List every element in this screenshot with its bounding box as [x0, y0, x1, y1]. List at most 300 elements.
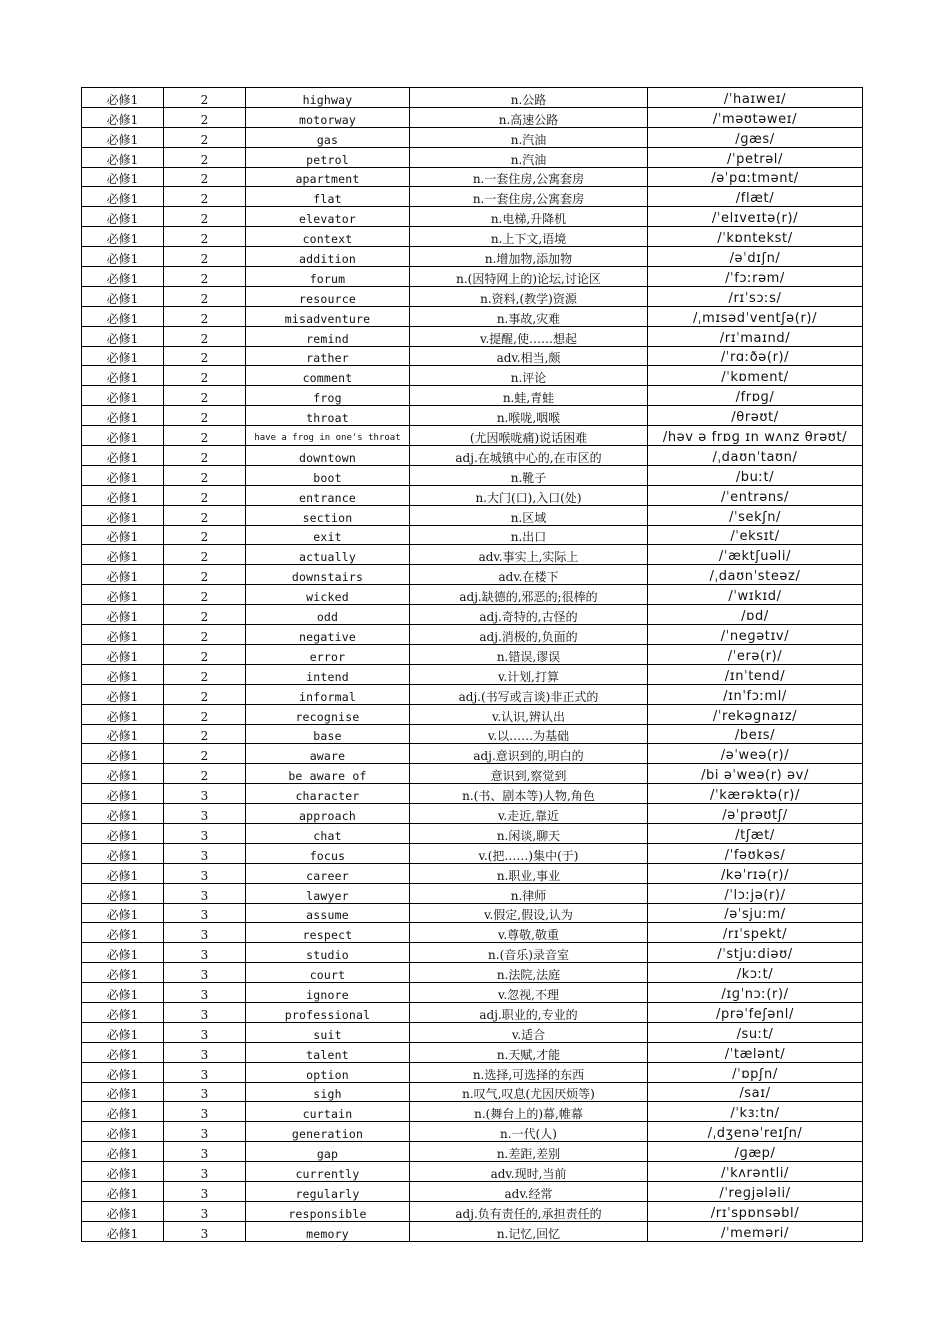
meaning-cell: v.计划,打算 — [410, 664, 648, 684]
word-cell: memory — [246, 1221, 410, 1241]
meaning-cell: n.资料,(教学)资源 — [410, 286, 648, 306]
meaning-cell: v.忽视,不理 — [410, 983, 648, 1003]
word-cell: resource — [246, 286, 410, 306]
table-row — [82, 127, 863, 147]
book-cell: 必修1 — [82, 1162, 164, 1182]
meaning-cell: n.(舞台上的)幕,帷幕 — [410, 1102, 648, 1122]
word-cell: petrol — [246, 147, 410, 167]
phonetic-cell: /ˈæktʃuəli/ — [648, 545, 863, 565]
meaning-cell: v.适合 — [410, 1022, 648, 1042]
unit-cell: 2 — [164, 465, 246, 485]
phonetic-cell: /ˈfɔːrəm/ — [648, 267, 863, 287]
table-row — [82, 1062, 863, 1082]
phonetic-cell: /həv ə frɒɡ ɪn wʌnz θrəʊt/ — [648, 426, 863, 446]
phonetic-cell: /bi əˈweə(r) əv/ — [648, 764, 863, 784]
book-cell: 必修1 — [82, 286, 164, 306]
book-cell: 必修1 — [82, 107, 164, 127]
table-row — [82, 1022, 863, 1042]
book-cell: 必修1 — [82, 943, 164, 963]
table-row — [82, 485, 863, 505]
phonetic-cell: /rɪˈspɒnsəbl/ — [648, 1201, 863, 1221]
unit-cell: 2 — [164, 744, 246, 764]
meaning-cell: v.尊敬,敬重 — [410, 923, 648, 943]
table-row — [82, 963, 863, 983]
unit-cell: 2 — [164, 227, 246, 247]
book-cell: 必修1 — [82, 963, 164, 983]
book-cell: 必修1 — [82, 684, 164, 704]
book-cell: 必修1 — [82, 664, 164, 684]
phonetic-cell: /ˌdaʊnˈtaʊn/ — [648, 446, 863, 466]
unit-cell: 2 — [164, 167, 246, 187]
word-cell: intend — [246, 664, 410, 684]
phonetic-cell: /ɡæs/ — [648, 127, 863, 147]
book-cell: 必修1 — [82, 446, 164, 466]
table-row — [82, 744, 863, 764]
phonetic-cell: /rɪˈspekt/ — [648, 923, 863, 943]
unit-cell: 2 — [164, 485, 246, 505]
meaning-cell: n.法院,法庭 — [410, 963, 648, 983]
phonetic-cell: /ˈrɑːðə(r)/ — [648, 346, 863, 366]
phonetic-cell: /kəˈrɪə(r)/ — [648, 863, 863, 883]
meaning-cell: adv.现时,当前 — [410, 1162, 648, 1182]
table-row — [82, 943, 863, 963]
word-cell: negative — [246, 625, 410, 645]
phonetic-cell: /ˈeksɪt/ — [648, 525, 863, 545]
phonetic-cell: /suːt/ — [648, 1022, 863, 1042]
book-cell: 必修1 — [82, 1122, 164, 1142]
word-cell: addition — [246, 247, 410, 267]
unit-cell: 3 — [164, 943, 246, 963]
unit-cell: 2 — [164, 545, 246, 565]
word-cell: error — [246, 644, 410, 664]
book-cell: 必修1 — [82, 883, 164, 903]
meaning-cell: n.差距,差别 — [410, 1142, 648, 1162]
meaning-cell: adv.经常 — [410, 1181, 648, 1201]
phonetic-cell: /frɒɡ/ — [648, 386, 863, 406]
phonetic-cell: /ˈkʌrəntli/ — [648, 1162, 863, 1182]
word-cell: lawyer — [246, 883, 410, 903]
phonetic-cell: /ˈstjuːdiəʊ/ — [648, 943, 863, 963]
book-cell: 必修1 — [82, 88, 164, 108]
unit-cell: 3 — [164, 883, 246, 903]
table-row — [82, 167, 863, 187]
unit-cell: 2 — [164, 267, 246, 287]
word-cell: sigh — [246, 1082, 410, 1102]
word-cell: character — [246, 784, 410, 804]
table-row — [82, 1162, 863, 1182]
meaning-cell: n.喉咙,咽喉 — [410, 406, 648, 426]
meaning-cell: (尤因喉咙痛)说话困难 — [410, 426, 648, 446]
word-cell: assume — [246, 903, 410, 923]
table-row — [82, 823, 863, 843]
unit-cell: 2 — [164, 644, 246, 664]
table-row — [82, 764, 863, 784]
word-cell: flat — [246, 187, 410, 207]
meaning-cell: n.(因特网上的)论坛,讨论区 — [410, 267, 648, 287]
word-cell: respect — [246, 923, 410, 943]
word-cell: ignore — [246, 983, 410, 1003]
table-row — [82, 644, 863, 664]
phonetic-cell: /əˈsjuːm/ — [648, 903, 863, 923]
phonetic-cell: /rɪˈsɔːs/ — [648, 286, 863, 306]
table-row — [82, 1142, 863, 1162]
meaning-cell: n.评论 — [410, 366, 648, 386]
meaning-cell: adv.在楼下 — [410, 565, 648, 585]
unit-cell: 2 — [164, 187, 246, 207]
phonetic-cell: /ɒd/ — [648, 605, 863, 625]
meaning-cell: n.上下文,语境 — [410, 227, 648, 247]
phonetic-cell: /ˌdʒenəˈreɪʃn/ — [648, 1122, 863, 1142]
meaning-cell: n.汽油 — [410, 147, 648, 167]
book-cell: 必修1 — [82, 1221, 164, 1241]
book-cell: 必修1 — [82, 267, 164, 287]
word-cell: highway — [246, 88, 410, 108]
unit-cell: 2 — [164, 147, 246, 167]
table-row — [82, 863, 863, 883]
unit-cell: 2 — [164, 505, 246, 525]
table-row — [82, 605, 863, 625]
unit-cell: 2 — [164, 664, 246, 684]
book-cell: 必修1 — [82, 227, 164, 247]
unit-cell: 2 — [164, 625, 246, 645]
phonetic-cell: /ˌdaʊnˈsteəz/ — [648, 565, 863, 585]
table-row — [82, 1122, 863, 1142]
phonetic-cell: /ˈɒpʃn/ — [648, 1062, 863, 1082]
meaning-cell: adj.(书写或言谈)非正式的 — [410, 684, 648, 704]
word-cell: recognise — [246, 704, 410, 724]
vocabulary-table — [81, 87, 863, 1242]
meaning-cell: adj.缺德的,邪恶的;很棒的 — [410, 585, 648, 605]
phonetic-cell: /beɪs/ — [648, 724, 863, 744]
meaning-cell: n.错误,谬误 — [410, 644, 648, 664]
table-row — [82, 625, 863, 645]
unit-cell: 3 — [164, 863, 246, 883]
word-cell: gas — [246, 127, 410, 147]
meaning-cell: v.认识,辨认出 — [410, 704, 648, 724]
unit-cell: 3 — [164, 823, 246, 843]
book-cell: 必修1 — [82, 406, 164, 426]
unit-cell: 2 — [164, 724, 246, 744]
word-cell: base — [246, 724, 410, 744]
book-cell: 必修1 — [82, 644, 164, 664]
book-cell: 必修1 — [82, 1022, 164, 1042]
book-cell: 必修1 — [82, 704, 164, 724]
table-row — [82, 883, 863, 903]
book-cell: 必修1 — [82, 863, 164, 883]
word-cell: focus — [246, 843, 410, 863]
phonetic-cell: /kɔːt/ — [648, 963, 863, 983]
table-row — [82, 804, 863, 824]
book-cell: 必修1 — [82, 823, 164, 843]
word-cell: forum — [246, 267, 410, 287]
table-row — [82, 505, 863, 525]
table-row — [82, 286, 863, 306]
word-cell: exit — [246, 525, 410, 545]
phonetic-cell: /əˈprəʊtʃ/ — [648, 804, 863, 824]
table-row — [82, 983, 863, 1003]
phonetic-cell: /ˈwɪkɪd/ — [648, 585, 863, 605]
book-cell: 必修1 — [82, 784, 164, 804]
meaning-cell: n.天赋,才能 — [410, 1042, 648, 1062]
phonetic-cell: /ˈrekəɡnaɪz/ — [648, 704, 863, 724]
book-cell: 必修1 — [82, 764, 164, 784]
word-cell: approach — [246, 804, 410, 824]
table-row — [82, 664, 863, 684]
phonetic-cell: /ˈneɡətɪv/ — [648, 625, 863, 645]
table-row — [82, 704, 863, 724]
word-cell: studio — [246, 943, 410, 963]
word-cell: regularly — [246, 1181, 410, 1201]
unit-cell: 2 — [164, 386, 246, 406]
word-cell: motorway — [246, 107, 410, 127]
phonetic-cell: /ˈmeməri/ — [648, 1221, 863, 1241]
meaning-cell: n.叹气,叹息(尤因厌烦等) — [410, 1082, 648, 1102]
unit-cell: 3 — [164, 1062, 246, 1082]
meaning-cell: n.事故,灾难 — [410, 306, 648, 326]
table-row — [82, 406, 863, 426]
book-cell: 必修1 — [82, 585, 164, 605]
word-cell: misadventure — [246, 306, 410, 326]
book-cell: 必修1 — [82, 306, 164, 326]
word-cell: elevator — [246, 207, 410, 227]
meaning-cell: n.出口 — [410, 525, 648, 545]
word-cell: aware — [246, 744, 410, 764]
word-cell: actually — [246, 545, 410, 565]
meaning-cell: v.(把……)集中(于) — [410, 843, 648, 863]
book-cell: 必修1 — [82, 1181, 164, 1201]
meaning-cell: n.区域 — [410, 505, 648, 525]
word-cell: frog — [246, 386, 410, 406]
phonetic-cell: /ˈkɒment/ — [648, 366, 863, 386]
book-cell: 必修1 — [82, 903, 164, 923]
table-row — [82, 923, 863, 943]
unit-cell: 2 — [164, 426, 246, 446]
unit-cell: 3 — [164, 1201, 246, 1221]
meaning-cell: n.律师 — [410, 883, 648, 903]
unit-cell: 2 — [164, 127, 246, 147]
table-row — [82, 1042, 863, 1062]
table-row — [82, 1082, 863, 1102]
table-row — [82, 306, 863, 326]
word-cell: rather — [246, 346, 410, 366]
book-cell: 必修1 — [82, 127, 164, 147]
word-cell: option — [246, 1062, 410, 1082]
meaning-cell: adj.负有责任的,承担责任的 — [410, 1201, 648, 1221]
unit-cell: 2 — [164, 88, 246, 108]
table-row — [82, 1102, 863, 1122]
meaning-cell: n.一套住房,公寓套房 — [410, 187, 648, 207]
book-cell: 必修1 — [82, 465, 164, 485]
book-cell: 必修1 — [82, 724, 164, 744]
word-cell: downtown — [246, 446, 410, 466]
unit-cell: 3 — [164, 1002, 246, 1022]
book-cell: 必修1 — [82, 605, 164, 625]
unit-cell: 2 — [164, 247, 246, 267]
word-cell: generation — [246, 1122, 410, 1142]
meaning-cell: 意识到,察觉到 — [410, 764, 648, 784]
word-cell: section — [246, 505, 410, 525]
meaning-cell: n.增加物,添加物 — [410, 247, 648, 267]
unit-cell: 3 — [164, 1162, 246, 1182]
table-row — [82, 903, 863, 923]
book-cell: 必修1 — [82, 1201, 164, 1221]
table-row — [82, 227, 863, 247]
meaning-cell: n.汽油 — [410, 127, 648, 147]
unit-cell: 2 — [164, 525, 246, 545]
meaning-cell: n.一代(人) — [410, 1122, 648, 1142]
unit-cell: 3 — [164, 983, 246, 1003]
phonetic-cell: /ˈtælənt/ — [648, 1042, 863, 1062]
table-row — [82, 326, 863, 346]
unit-cell: 2 — [164, 684, 246, 704]
word-cell: apartment — [246, 167, 410, 187]
unit-cell: 2 — [164, 107, 246, 127]
book-cell: 必修1 — [82, 505, 164, 525]
table-row — [82, 525, 863, 545]
unit-cell: 3 — [164, 903, 246, 923]
table-row — [82, 426, 863, 446]
book-cell: 必修1 — [82, 426, 164, 446]
word-cell: downstairs — [246, 565, 410, 585]
phonetic-cell: /əˈpɑːtmənt/ — [648, 167, 863, 187]
table-row — [82, 187, 863, 207]
unit-cell: 3 — [164, 1022, 246, 1042]
meaning-cell: adj.奇特的,古怪的 — [410, 605, 648, 625]
phonetic-cell: /ɪnˈfɔːml/ — [648, 684, 863, 704]
phonetic-cell: /saɪ/ — [648, 1082, 863, 1102]
table-row — [82, 107, 863, 127]
phonetic-cell: /prəˈfeʃənl/ — [648, 1002, 863, 1022]
word-cell: odd — [246, 605, 410, 625]
unit-cell: 2 — [164, 406, 246, 426]
unit-cell: 3 — [164, 843, 246, 863]
word-cell: gap — [246, 1142, 410, 1162]
unit-cell: 3 — [164, 1042, 246, 1062]
word-cell: have a frog in one's throat — [246, 426, 410, 446]
table-row — [82, 585, 863, 605]
word-cell: boot — [246, 465, 410, 485]
unit-cell: 3 — [164, 804, 246, 824]
table-row — [82, 684, 863, 704]
book-cell: 必修1 — [82, 1002, 164, 1022]
table-row — [82, 346, 863, 366]
word-cell: remind — [246, 326, 410, 346]
table-row — [82, 1221, 863, 1241]
meaning-cell: n.公路 — [410, 88, 648, 108]
word-cell: curtain — [246, 1102, 410, 1122]
table-row — [82, 784, 863, 804]
meaning-cell: adj.职业的,专业的 — [410, 1002, 648, 1022]
unit-cell: 2 — [164, 704, 246, 724]
meaning-cell: n.大门(口),入口(处) — [410, 485, 648, 505]
phonetic-cell: /ˈentrəns/ — [648, 485, 863, 505]
meaning-cell: n.记忆,回忆 — [410, 1221, 648, 1241]
word-cell: responsible — [246, 1201, 410, 1221]
meaning-cell: v.走近,靠近 — [410, 804, 648, 824]
phonetic-cell: /ˈfəʊkəs/ — [648, 843, 863, 863]
book-cell: 必修1 — [82, 804, 164, 824]
table-row — [82, 724, 863, 744]
phonetic-cell: /buːt/ — [648, 465, 863, 485]
word-cell: currently — [246, 1162, 410, 1182]
phonetic-cell: /ɪnˈtend/ — [648, 664, 863, 684]
word-cell: chat — [246, 823, 410, 843]
phonetic-cell: /ˈerə(r)/ — [648, 644, 863, 664]
unit-cell: 3 — [164, 784, 246, 804]
unit-cell: 2 — [164, 446, 246, 466]
table-row — [82, 247, 863, 267]
meaning-cell: v.假定,假设,认为 — [410, 903, 648, 923]
book-cell: 必修1 — [82, 187, 164, 207]
table-row — [82, 565, 863, 585]
table-row — [82, 1181, 863, 1201]
phonetic-cell: /flæt/ — [648, 187, 863, 207]
book-cell: 必修1 — [82, 1062, 164, 1082]
unit-cell: 3 — [164, 1221, 246, 1241]
book-cell: 必修1 — [82, 843, 164, 863]
unit-cell: 2 — [164, 306, 246, 326]
unit-cell: 2 — [164, 207, 246, 227]
meaning-cell: n.(书、剧本等)人物,角色 — [410, 784, 648, 804]
meaning-cell: n.职业,事业 — [410, 863, 648, 883]
unit-cell: 3 — [164, 1082, 246, 1102]
table-row — [82, 147, 863, 167]
word-cell: career — [246, 863, 410, 883]
book-cell: 必修1 — [82, 346, 164, 366]
book-cell: 必修1 — [82, 525, 164, 545]
unit-cell: 2 — [164, 565, 246, 585]
meaning-cell: adj.在城镇中心的,在市区的 — [410, 446, 648, 466]
book-cell: 必修1 — [82, 1102, 164, 1122]
phonetic-cell: /rɪˈmaɪnd/ — [648, 326, 863, 346]
phonetic-cell: /ɡæp/ — [648, 1142, 863, 1162]
phonetic-cell: /ˈlɔːjə(r)/ — [648, 883, 863, 903]
book-cell: 必修1 — [82, 326, 164, 346]
phonetic-cell: /ˈməʊtəweɪ/ — [648, 107, 863, 127]
phonetic-cell: /ɪɡˈnɔː(r)/ — [648, 983, 863, 1003]
meaning-cell: n.闲谈,聊天 — [410, 823, 648, 843]
book-cell: 必修1 — [82, 386, 164, 406]
table-row — [82, 465, 863, 485]
meaning-cell: n.(音乐)录音室 — [410, 943, 648, 963]
table-row — [82, 545, 863, 565]
word-cell: court — [246, 963, 410, 983]
table-row — [82, 386, 863, 406]
phonetic-cell: /ˈelɪveɪtə(r)/ — [648, 207, 863, 227]
meaning-cell: v.以……为基础 — [410, 724, 648, 744]
phonetic-cell: /əˈweə(r)/ — [648, 744, 863, 764]
table-row — [82, 207, 863, 227]
book-cell: 必修1 — [82, 485, 164, 505]
phonetic-cell: /ˌmɪsədˈventʃə(r)/ — [648, 306, 863, 326]
phonetic-cell: /ˈkærəktə(r)/ — [648, 784, 863, 804]
book-cell: 必修1 — [82, 1042, 164, 1062]
book-cell: 必修1 — [82, 923, 164, 943]
unit-cell: 3 — [164, 1122, 246, 1142]
book-cell: 必修1 — [82, 1082, 164, 1102]
meaning-cell: adj.消极的,负面的 — [410, 625, 648, 645]
unit-cell: 2 — [164, 585, 246, 605]
meaning-cell: n.高速公路 — [410, 107, 648, 127]
table-row — [82, 267, 863, 287]
meaning-cell: n.选择,可选择的东西 — [410, 1062, 648, 1082]
phonetic-cell: /ˈreɡjələli/ — [648, 1181, 863, 1201]
meaning-cell: n.靴子 — [410, 465, 648, 485]
meaning-cell: adv.相当,颇 — [410, 346, 648, 366]
unit-cell: 2 — [164, 346, 246, 366]
table-row — [82, 446, 863, 466]
book-cell: 必修1 — [82, 366, 164, 386]
